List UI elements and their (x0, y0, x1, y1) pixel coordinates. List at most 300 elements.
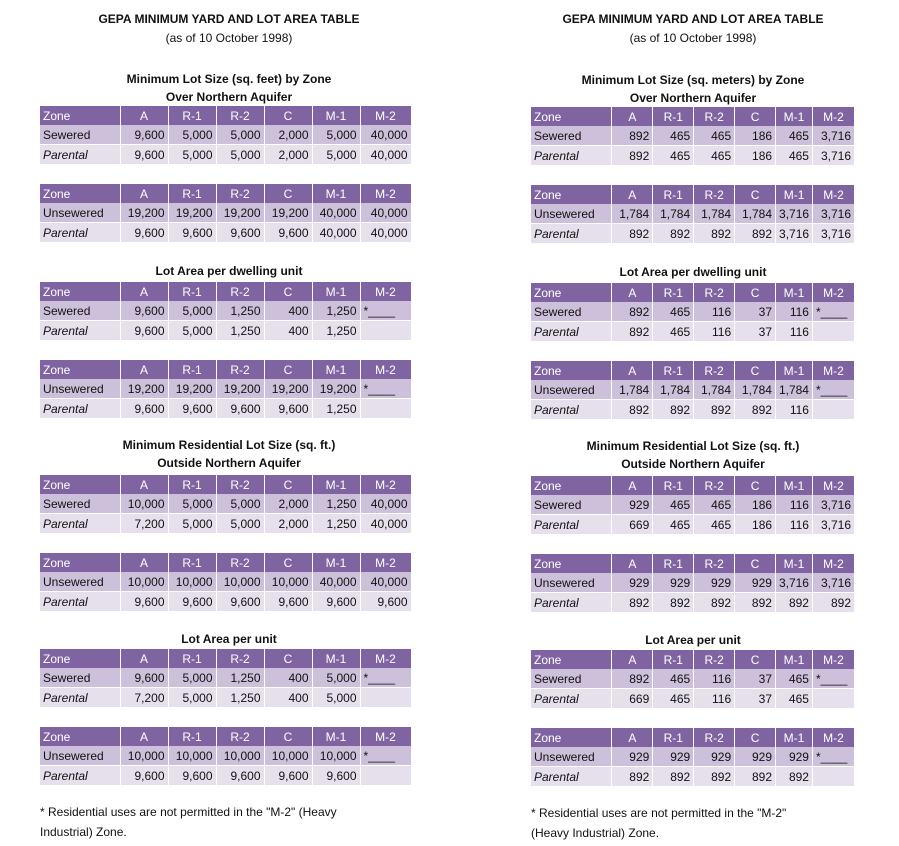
table-cell: 892 (612, 593, 653, 613)
column-header: M-1 (776, 728, 813, 747)
row-label: Parental (40, 766, 120, 786)
column-header: M-1 (312, 553, 360, 572)
column-header: A (120, 475, 168, 494)
table-cell: 5,000 (168, 321, 216, 341)
column-header: R-1 (168, 649, 216, 668)
column-header: M-2 (812, 554, 854, 573)
table-cell: 5,000 (216, 145, 264, 165)
footnote-line: * Residential uses are not permitted in the "M-2" (Heavy (40, 805, 337, 819)
table-cell: 9,600 (216, 223, 264, 243)
zone-table (40, 360, 412, 418)
table-cell: 1,784 (653, 380, 694, 400)
table-cell (812, 400, 854, 420)
table-cell: 892 (735, 593, 776, 613)
table-row (40, 572, 411, 592)
table-cell: 892 (776, 767, 813, 787)
table-cell: 892 (653, 767, 694, 787)
table-cell: 9,600 (312, 592, 360, 612)
column-header: Zone (40, 184, 120, 203)
section-subtitle-line: Outside Northern Aquifer (157, 456, 301, 470)
table-cell: 892 (612, 400, 653, 420)
table-cell: 19,200 (264, 203, 312, 223)
table-cell: 3,716 (776, 204, 813, 224)
table-cell: 892 (812, 593, 854, 613)
table-cell: 892 (653, 400, 694, 420)
table-cell: 465 (653, 146, 694, 166)
table-header-row (531, 361, 855, 380)
zone-table (40, 553, 412, 611)
zone-table (40, 282, 412, 340)
column-header: R-1 (168, 360, 216, 379)
table-cell: 9,600 (168, 592, 216, 612)
column-header: A (612, 476, 653, 495)
table-cell: 9,600 (264, 592, 312, 612)
table-cell: 892 (735, 224, 776, 244)
table-cell: 9,600 (216, 399, 264, 419)
table-cell: 465 (776, 669, 813, 689)
section-title (531, 631, 855, 649)
table-cell: 19,200 (120, 379, 168, 399)
table-row (40, 688, 411, 708)
column-header: A (612, 554, 653, 573)
column-header: C (735, 554, 776, 573)
row-label: Parental (531, 322, 612, 342)
column-header: M-1 (775, 361, 812, 380)
zone-table (40, 475, 412, 533)
column-header: M-1 (776, 283, 813, 302)
column-header: C (735, 283, 776, 302)
column-header: M-2 (360, 649, 411, 668)
table-cell: 116 (776, 322, 813, 342)
table-cell: 9,600 (120, 145, 168, 165)
column-header: M-2 (812, 283, 854, 302)
column-header: M-2 (360, 553, 411, 572)
zone-table (40, 727, 412, 785)
table-row (40, 223, 411, 243)
column-header: M-2 (812, 107, 854, 126)
table-row (40, 668, 411, 688)
table-cell: 3,716 (813, 204, 855, 224)
footnote (40, 802, 337, 842)
table-cell: 465 (653, 126, 694, 146)
table-cell: 5,000 (168, 514, 216, 534)
page-header (531, 10, 855, 48)
table-cell: *____ (812, 669, 854, 689)
table-header-row (531, 185, 855, 204)
table-cell (812, 689, 854, 709)
table-cell: 892 (735, 400, 776, 420)
zone-table (531, 476, 855, 534)
column-header: R-2 (216, 106, 264, 125)
table-cell: 5,000 (168, 494, 216, 514)
row-label: Sewered (40, 494, 120, 514)
table-header-row (531, 728, 855, 747)
table-cell: 3,716 (812, 146, 854, 166)
table-cell: 929 (653, 573, 694, 593)
column-header: Zone (531, 650, 612, 669)
row-label: Sewered (531, 495, 612, 515)
table-cell: 2,000 (264, 494, 312, 514)
table-cell: 465 (776, 126, 813, 146)
section-title-line: Lot Area per unit (181, 632, 277, 646)
table-row (531, 126, 855, 146)
table-header-row (40, 282, 411, 301)
table-cell: 2,000 (264, 514, 312, 534)
table-cell: 19,200 (216, 379, 264, 399)
table-header-row (40, 727, 411, 746)
table-cell: 9,600 (264, 223, 312, 243)
table-row (531, 400, 855, 420)
table-cell: 465 (694, 495, 735, 515)
table-cell (812, 767, 854, 787)
column-header: Zone (531, 728, 612, 747)
table-cell: 1,250 (312, 494, 360, 514)
column-header: Zone (40, 475, 120, 494)
row-label: Sewered (40, 125, 120, 145)
table-cell: 40,000 (312, 203, 360, 223)
table-cell: 1,250 (312, 321, 360, 341)
table-header-row (531, 283, 855, 302)
row-label: Unsewered (531, 204, 612, 224)
table-cell: 465 (653, 669, 694, 689)
row-label: Parental (40, 145, 120, 165)
table-header-row (40, 649, 411, 668)
footnote-line: * Residential uses are not permitted in the "M-2" (531, 806, 787, 820)
table-row (40, 379, 411, 399)
table-cell: 186 (735, 495, 776, 515)
table-cell: *____ (812, 302, 854, 322)
table-row (40, 321, 411, 341)
table-row (40, 494, 411, 514)
table-cell: 465 (776, 146, 813, 166)
table-cell: 465 (694, 515, 735, 535)
column-header: M-2 (360, 360, 411, 379)
table-row (531, 573, 855, 593)
table-cell: 1,784 (694, 380, 735, 400)
table-cell: 40,000 (360, 494, 411, 514)
table-row (40, 746, 411, 766)
column-header: A (612, 728, 653, 747)
zone-table (531, 185, 855, 243)
zone-table (40, 106, 412, 164)
table-row (531, 515, 855, 535)
section-title-line: Lot Area per unit (645, 633, 741, 647)
table-cell: 5,000 (312, 145, 360, 165)
table-cell (812, 322, 854, 342)
table-cell: 7,200 (120, 688, 168, 708)
row-label: Unsewered (531, 747, 612, 767)
column-header: A (612, 185, 653, 204)
column-header: R-1 (168, 106, 216, 125)
table-cell: 669 (612, 689, 653, 709)
table-cell: 892 (612, 224, 653, 244)
column-header: C (264, 649, 312, 668)
table-cell: 892 (694, 593, 735, 613)
section-title (40, 70, 418, 106)
zone-table (531, 107, 855, 165)
table-cell: 892 (694, 224, 735, 244)
table-cell: 186 (735, 126, 776, 146)
table-cell: 9,600 (216, 592, 264, 612)
column-header: R-1 (653, 107, 694, 126)
table-cell: 116 (694, 322, 735, 342)
table-cell: 116 (694, 669, 735, 689)
row-label: Parental (531, 767, 612, 787)
section-title (40, 262, 418, 280)
table-cell: *____ (360, 301, 411, 321)
column-header: M-1 (776, 185, 813, 204)
table-cell: 3,716 (775, 573, 812, 593)
table-cell: 1,784 (694, 204, 735, 224)
row-label: Parental (531, 593, 612, 613)
column-header: R-1 (653, 650, 694, 669)
table-cell: 9,600 (168, 399, 216, 419)
section-subtitle-line: Over Northern Aquifer (629, 91, 757, 105)
table-cell: 37 (735, 322, 776, 342)
column-header: C (264, 553, 312, 572)
table-header-row (40, 553, 411, 572)
column-header: C (735, 107, 776, 126)
table-cell: 929 (612, 495, 653, 515)
column-header: A (120, 184, 168, 203)
column-header: R-2 (694, 554, 735, 573)
table-cell: 465 (694, 126, 735, 146)
column-header: Zone (531, 283, 612, 302)
row-label: Parental (40, 399, 120, 419)
table-cell: 1,250 (216, 301, 264, 321)
table-cell: 9,600 (312, 766, 360, 786)
table-row (40, 203, 411, 223)
page-subtitle: (as of 10 October 1998) (629, 31, 757, 45)
section-title (531, 263, 855, 281)
column-header: M-1 (312, 184, 360, 203)
section-title-line: Lot Area per dwelling unit (155, 264, 303, 278)
section-subtitle-line: Outside Northern Aquifer (621, 457, 765, 471)
column-header: Zone (40, 106, 120, 125)
table-cell: 116 (776, 515, 813, 535)
table-cell: 10,000 (168, 572, 216, 592)
column-header: Zone (531, 107, 612, 126)
table-cell: 40,000 (312, 223, 360, 243)
table-cell: 9,600 (120, 399, 168, 419)
table-header-row (40, 106, 411, 125)
table-cell: 40,000 (360, 203, 411, 223)
column-header: R-1 (168, 553, 216, 572)
column-header: Zone (40, 282, 120, 301)
table-cell: 37 (735, 302, 776, 322)
column-header: R-2 (694, 283, 735, 302)
table-cell: 2,000 (264, 125, 312, 145)
table-cell: 9,600 (168, 223, 216, 243)
table-row (531, 302, 855, 322)
row-label: Unsewered (40, 746, 120, 766)
table-cell: 892 (612, 767, 653, 787)
table-cell: 892 (694, 400, 735, 420)
table-header-row (40, 475, 411, 494)
table-cell: 40,000 (360, 572, 411, 592)
table-cell: 9,600 (120, 321, 168, 341)
table-cell: 116 (776, 495, 813, 515)
table-row (40, 592, 411, 612)
column-header: R-1 (653, 728, 694, 747)
table-cell: 1,250 (216, 688, 264, 708)
table-cell: 892 (612, 126, 653, 146)
row-label: Sewered (531, 669, 612, 689)
table-cell: 19,200 (168, 379, 216, 399)
table-cell: 1,250 (216, 668, 264, 688)
table-cell: 1,250 (216, 321, 264, 341)
table-cell: 9,600 (120, 125, 168, 145)
table-cell: 929 (694, 747, 735, 767)
column-header: C (735, 650, 776, 669)
table-cell: 5,000 (216, 514, 264, 534)
column-header: Zone (531, 476, 612, 495)
table-cell: 892 (612, 302, 653, 322)
table-cell: 10,000 (120, 494, 168, 514)
table-cell (360, 766, 411, 786)
section-title-line: Lot Area per dwelling unit (619, 265, 767, 279)
row-label: Parental (531, 400, 612, 420)
table-cell: 892 (775, 593, 812, 613)
column-header: A (120, 106, 168, 125)
table-cell: 465 (653, 322, 694, 342)
table-cell: 9,600 (168, 766, 216, 786)
table-cell: 400 (264, 321, 312, 341)
column-header: Zone (531, 185, 612, 204)
table-cell: 3,716 (812, 126, 854, 146)
table-cell: 116 (694, 302, 735, 322)
column-header: Zone (40, 553, 120, 572)
column-header: Zone (531, 554, 612, 573)
column-header: M-2 (813, 185, 855, 204)
row-label: Sewered (531, 302, 612, 322)
table-cell: 929 (776, 747, 813, 767)
table-cell: *____ (812, 380, 854, 400)
column-header: R-2 (694, 728, 735, 747)
table-cell: 116 (776, 302, 813, 322)
table-cell: 9,600 (360, 592, 411, 612)
table-cell: 10,000 (120, 746, 168, 766)
table-cell: 9,600 (264, 399, 312, 419)
column-header: M-1 (775, 554, 812, 573)
table-cell (360, 688, 411, 708)
row-label: Parental (40, 514, 120, 534)
table-cell: 9,600 (216, 766, 264, 786)
table-cell: 1,784 (735, 380, 776, 400)
column-header: R-1 (168, 282, 216, 301)
zone-table (531, 361, 855, 419)
zone-table (531, 650, 855, 708)
footnote-line: Industrial) Zone. (40, 825, 127, 839)
table-cell: 3,716 (776, 224, 813, 244)
column-header: R-2 (694, 185, 735, 204)
column-header: C (735, 728, 776, 747)
table-cell: 929 (735, 747, 776, 767)
table-cell: 40,000 (360, 223, 411, 243)
table-cell: 465 (653, 515, 694, 535)
column-header: M-1 (312, 475, 360, 494)
table-cell: 7,200 (120, 514, 168, 534)
table-row (40, 766, 411, 786)
table-cell: 465 (776, 689, 813, 709)
section-title (40, 436, 418, 472)
table-cell: 929 (694, 573, 735, 593)
section-title (40, 630, 418, 648)
table-cell: 116 (775, 400, 812, 420)
table-cell: 10,000 (120, 572, 168, 592)
table-cell: 892 (653, 593, 694, 613)
column-header: R-2 (216, 649, 264, 668)
column-header: R-2 (694, 107, 735, 126)
row-label: Parental (531, 146, 612, 166)
column-header: C (264, 360, 312, 379)
table-cell: 186 (735, 146, 776, 166)
footnote (531, 803, 786, 843)
column-header: A (612, 283, 653, 302)
column-header: R-2 (216, 360, 264, 379)
column-header: A (612, 361, 653, 380)
column-header: Zone (40, 727, 120, 746)
column-header: R-2 (216, 553, 264, 572)
column-header: A (612, 107, 653, 126)
table-cell: 3,716 (812, 515, 854, 535)
column-header: A (612, 650, 653, 669)
table-cell: 9,600 (120, 668, 168, 688)
table-header-row (531, 476, 855, 495)
table-cell: 669 (612, 515, 653, 535)
zone-table (531, 554, 855, 612)
column-header: M-2 (360, 184, 411, 203)
column-header: A (120, 727, 168, 746)
column-header: M-1 (776, 650, 813, 669)
table-cell: 9,600 (120, 301, 168, 321)
table-cell: 1,784 (612, 380, 653, 400)
row-label: Parental (40, 321, 120, 341)
table-cell: 2,000 (264, 145, 312, 165)
column-header: M-1 (312, 649, 360, 668)
table-cell: 5,000 (168, 145, 216, 165)
column-header: M-2 (360, 475, 411, 494)
table-cell: 10,000 (264, 572, 312, 592)
table-cell: 5,000 (216, 125, 264, 145)
column-header: C (264, 475, 312, 494)
table-cell: 1,250 (312, 301, 360, 321)
table-cell: 5,000 (168, 301, 216, 321)
table-cell: 929 (735, 573, 776, 593)
table-header-row (531, 650, 855, 669)
column-header: A (120, 649, 168, 668)
table-cell: 5,000 (168, 668, 216, 688)
column-header: Zone (40, 649, 120, 668)
table-row (531, 593, 855, 613)
table-cell: 10,000 (216, 746, 264, 766)
table-cell: 10,000 (264, 746, 312, 766)
table-cell: 465 (653, 495, 694, 515)
table-header-row (531, 107, 855, 126)
table-cell: 9,600 (264, 766, 312, 786)
table-row (531, 380, 855, 400)
table-cell: 186 (735, 515, 776, 535)
table-cell: *____ (360, 746, 411, 766)
table-cell: 892 (612, 146, 653, 166)
table-cell: 19,200 (120, 203, 168, 223)
table-cell: 37 (735, 689, 776, 709)
row-label: Parental (531, 689, 612, 709)
table-header-row (531, 554, 855, 573)
column-header: C (264, 727, 312, 746)
column-header: R-1 (653, 554, 694, 573)
row-label: Unsewered (40, 572, 120, 592)
